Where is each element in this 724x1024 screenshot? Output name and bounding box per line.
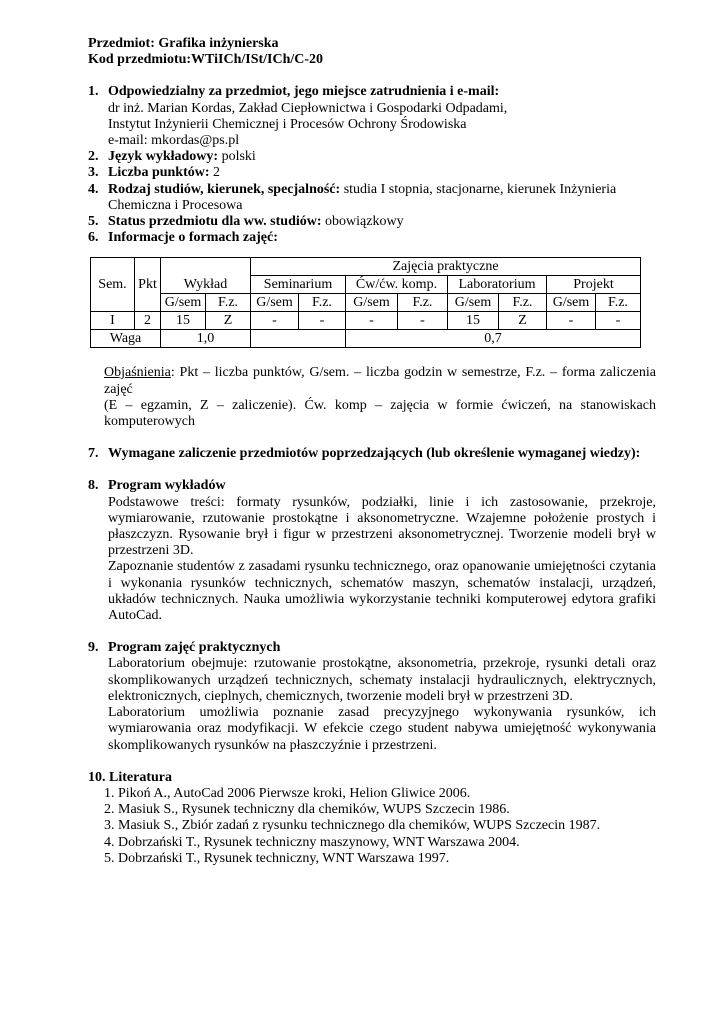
section-4 bbox=[88, 182, 656, 214]
list-item: 1. Pikoń A., AutoCad 2006 Pierwsze kroki, Helion Gliwice 2006. bbox=[104, 785, 471, 801]
section-10 bbox=[88, 770, 656, 867]
cell-sem: I bbox=[91, 312, 135, 330]
section-3-number: 3. bbox=[88, 165, 99, 181]
section-4-number: 4. bbox=[88, 181, 99, 197]
cell-wyklad-fz: Z bbox=[206, 312, 251, 330]
section-1-title: Odpowiedzialny za przedmiot, jego miejsce zatrudnienia i e-mail: bbox=[108, 84, 500, 100]
subheader-gsem: G/sem bbox=[161, 294, 206, 312]
list-item: 4. Dobrzański T., Rysunek techniczny maszynowy, WNT Warszawa 2004. bbox=[104, 834, 520, 850]
section-2-label: Język wykładowy: bbox=[108, 149, 219, 165]
section-9-title: Program zajęć praktycznych bbox=[108, 640, 281, 656]
header-cwiczenia: Ćw/ćw. komp. bbox=[346, 276, 448, 294]
institute: Instytut Inżynierii Chemicznej i Procesów Ochrony Środowiska bbox=[108, 116, 467, 132]
section-9-paragraph-1: Laboratorium obejmuje: rzutowanie prostokątne, aksonometria, przekroje, rysunki detali oraz skomplikowanych urządzeń technicznych, schematy instalacji hydraulicznych, elektrycznych, elektronicznych, cieplnych, chemicznych, tworzenie modeli brył w przestrzeni 3D. bbox=[108, 656, 656, 704]
cell-seminarium-gsem: - bbox=[251, 312, 299, 330]
section-5 bbox=[88, 214, 656, 230]
explanation-text-2: (E – egzamin, Z – zaliczenie). Ćw. komp – zajęcia w formie ćwiczeń, na stanowiskach komputerowych bbox=[104, 397, 656, 430]
cell-pkt: 2 bbox=[135, 312, 161, 330]
subheader-gsem: G/sem bbox=[547, 294, 596, 312]
table-row bbox=[91, 312, 641, 330]
course-forms-table bbox=[90, 257, 641, 348]
header-pkt: Pkt bbox=[135, 258, 161, 312]
cell-waga-label: Waga bbox=[91, 330, 161, 348]
list-item: 5. Dobrzański T., Rysunek techniczny, WNT Warszawa 1997. bbox=[104, 850, 450, 866]
section-8 bbox=[88, 478, 656, 624]
section-6-number: 6. bbox=[88, 230, 99, 246]
section-7-number: 7. bbox=[88, 446, 99, 462]
section-3-label: Liczba punktów: bbox=[108, 165, 210, 181]
subheader-fz: F.z. bbox=[499, 294, 547, 312]
cell-lab-gsem: 15 bbox=[448, 312, 499, 330]
subheader-gsem: G/sem bbox=[346, 294, 398, 312]
section-7 bbox=[88, 446, 656, 462]
section-1 bbox=[88, 84, 656, 149]
subject-code-line: Kod przedmiotu:WTiICh/ISt/ICh/C-20 bbox=[88, 52, 324, 68]
section-5-label: Status przedmiotu dla ww. studiów: bbox=[108, 214, 322, 230]
section-3 bbox=[88, 165, 656, 181]
cell-waga-empty bbox=[251, 330, 346, 348]
section-2-number: 2. bbox=[88, 149, 99, 165]
header-laboratorium: Laboratorium bbox=[448, 276, 547, 294]
subheader-fz: F.z. bbox=[206, 294, 251, 312]
section-2-value: polski bbox=[218, 149, 256, 165]
header-zajecia-praktyczne: Zajęcia praktyczne bbox=[251, 258, 641, 276]
section-5-value: obowiązkowy bbox=[321, 214, 404, 230]
cell-wyklad-gsem: 15 bbox=[161, 312, 206, 330]
section-6 bbox=[88, 230, 656, 246]
cell-seminarium-fz: - bbox=[299, 312, 346, 330]
header-seminarium: Seminarium bbox=[251, 276, 346, 294]
subheader-fz: F.z. bbox=[299, 294, 346, 312]
section-3-value: 2 bbox=[209, 165, 221, 181]
subheader-gsem: G/sem bbox=[251, 294, 299, 312]
section-2 bbox=[88, 149, 656, 165]
section-9 bbox=[88, 640, 656, 753]
header-wyklad: Wykład bbox=[161, 258, 251, 294]
list-item: 2. Masiuk S., Rysunek techniczny dla chemików, WUPS Szczecin 1986. bbox=[104, 802, 510, 818]
section-8-paragraph-2: Zapoznanie studentów z zasadami rysunku technicznego, oraz opanowanie umiejętności czytania i wykonania rysunków technicznych, schematów maszyn, schematów instalacji, urządzeń, układów technicznych. Nauka umożliwia wykorzystanie techniki komputerowej edytora grafiki AutoCad. bbox=[108, 559, 656, 624]
explanation bbox=[88, 365, 656, 430]
section-6-label: Informacje o formach zajęć: bbox=[108, 230, 278, 246]
subheader-fz: F.z. bbox=[398, 294, 448, 312]
cell-cw-gsem: - bbox=[346, 312, 398, 330]
explanation-label: Objaśnienia bbox=[104, 365, 171, 381]
section-10-title: 10. Literatura bbox=[88, 769, 172, 785]
section-4-value: studia I stopnia, stacjonarne, kierunek Inżynieria Chemiczna i Procesowa bbox=[108, 181, 617, 213]
list-item: 3. Masiuk S., Zbiór zadań z rysunku technicznego dla chemików, WUPS Szczecin 1987. bbox=[104, 818, 601, 834]
cell-cw-fz: - bbox=[398, 312, 448, 330]
header-sem: Sem. bbox=[91, 258, 135, 312]
responsible-person: dr inż. Marian Kordas, Zakład Ciepłownictwa i Gospodarki Odpadami, bbox=[108, 100, 508, 116]
section-8-paragraph-1: Podstawowe treści: formaty rysunków, podziałki, linie i ich zastosowanie, przekroje, wymiarowanie, rzutowanie prostokątne i aksonometryczne. Wzajemne położenie prostych i płaszczyzn. Rysowanie brył i figur w przestrzeni aksonometrycznej. Tworzenie modeli brył w przestrzeni 3D. bbox=[108, 494, 656, 559]
document-page bbox=[88, 36, 656, 867]
section-1-number: 1. bbox=[88, 84, 99, 100]
section-7-title: Wymagane zaliczenie przedmiotów poprzedzających (lub określenie wymaganej wiedzy): bbox=[108, 446, 641, 462]
section-9-paragraph-2: Laboratorium umożliwia poznanie zasad precyzyjnego wykonywania rysunków, ich wymiarowania oraz modyfikacji. W efekcie czego student nabywa umiejętność wykonywania skomplikowanych rysunków na płaszczyźnie i przestrzeni. bbox=[108, 705, 656, 753]
cell-waga-practical: 0,7 bbox=[346, 330, 641, 348]
subheader-gsem: G/sem bbox=[448, 294, 499, 312]
section-9-number: 9. bbox=[88, 640, 99, 656]
section-8-title: Program wykładów bbox=[108, 478, 226, 494]
section-5-number: 5. bbox=[88, 214, 99, 230]
cell-lab-fz: Z bbox=[499, 312, 547, 330]
explanation-text-1: : Pkt – liczba punktów, G/sem. – liczba godzin w semestrze, F.z. – forma zaliczenia zajęć bbox=[104, 365, 656, 397]
cell-projekt-gsem: - bbox=[547, 312, 596, 330]
header-projekt: Projekt bbox=[547, 276, 641, 294]
waga-row bbox=[91, 330, 641, 348]
subheader-fz: F.z. bbox=[596, 294, 641, 312]
subject-line: Przedmiot: Grafika inżynierska bbox=[88, 36, 279, 51]
cell-waga-lecture: 1,0 bbox=[161, 330, 251, 348]
section-4-label: Rodzaj studiów, kierunek, specjalność: bbox=[108, 181, 341, 197]
cell-projekt-fz: - bbox=[596, 312, 641, 330]
email-line: e-mail: mkordas@ps.pl bbox=[108, 133, 240, 149]
section-8-number: 8. bbox=[88, 478, 99, 494]
